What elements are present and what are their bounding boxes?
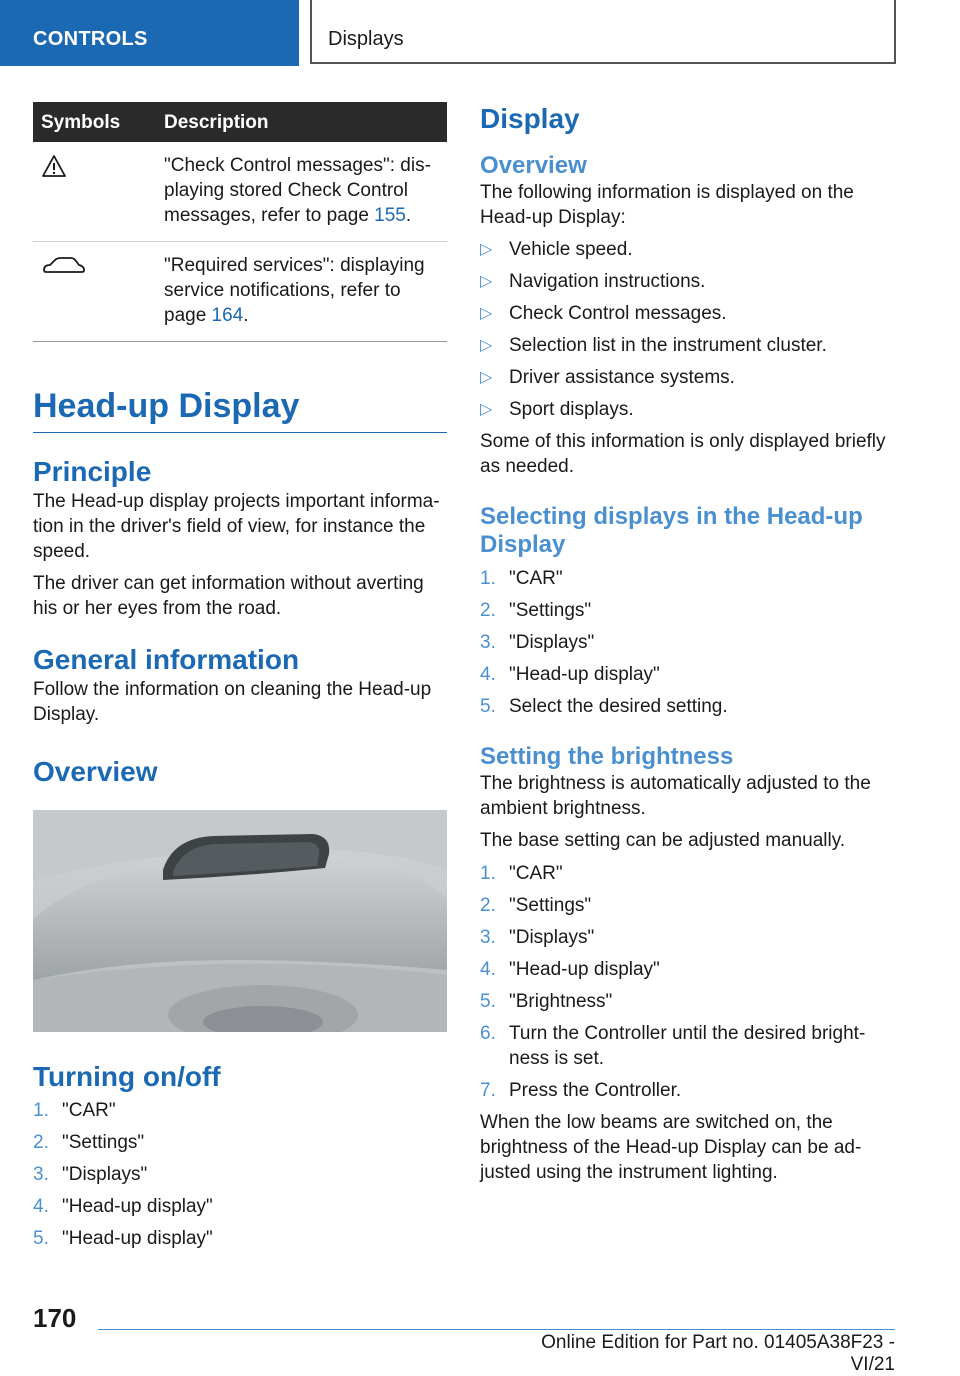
heading-general-information: General information (33, 644, 300, 675)
chapter-tab: Displays (310, 0, 896, 64)
list-item: 2. "Settings" (480, 895, 592, 916)
heading-selecting-displays: Selecting displays in the Head-up Display (480, 503, 863, 558)
warning-triangle-icon (41, 154, 67, 178)
general-paragraph: Follow the information on cleaning the Head-up Display. (33, 679, 432, 725)
symbol-cell (33, 142, 156, 242)
description-cell: "Required services": displaying service notifications, refer to page 164. (156, 242, 447, 342)
principle-paragraph-2: The driver can get information without averting his or her eyes from the road. (33, 573, 424, 619)
right-column (480, 102, 894, 1185)
dashboard-illustration (33, 810, 447, 1032)
heading-display-overview: Overview (480, 152, 587, 179)
symbols-table (33, 102, 447, 342)
heading-overview: Overview (33, 756, 158, 787)
list-item: 5. Select the desired setting. (480, 696, 728, 717)
heading-turning-on-off: Turning on/off (33, 1061, 221, 1092)
edition-note: Online Edition for Part no. 01405A38F23 - VI/21 (541, 1332, 895, 1375)
overview-note: Some of this information is only displayed briefly as needed. (480, 431, 886, 477)
description-cell: "Check Control messages": displaying stored Check Control messages, refer to page 155. (156, 142, 447, 242)
display-items-list (480, 237, 894, 422)
list-item: ▷ Sport displays. (480, 399, 634, 420)
description-column-header: Description (156, 102, 447, 142)
list-item: 3. "Displays" (33, 1164, 148, 1185)
heading-head-up-display: Head-up Display (33, 386, 447, 433)
list-item: ▷ Vehicle speed. (480, 239, 633, 260)
list-item: ▷ Navigation instructions. (480, 271, 706, 292)
list-item: 4. "Head-up display" (33, 1196, 213, 1217)
list-item: 1. "CAR" (480, 568, 563, 589)
brightness-paragraph: The brightness is automatically adjusted to the ambient brightness. (480, 773, 871, 819)
list-item: 5. "Brightness" (480, 991, 613, 1012)
list-item: 1. "CAR" (33, 1100, 116, 1121)
list-item: 6. Turn the Controller until the desired brightness is set. (480, 1023, 866, 1069)
symbols-column-header: Symbols (33, 102, 156, 142)
list-item: 4. "Head-up display" (480, 664, 660, 685)
footer-rule (98, 1329, 895, 1330)
list-item: 7. Press the Controller. (480, 1080, 682, 1101)
page-number: 170 (33, 1303, 77, 1333)
principle-paragraph: The Head-up display projects important information in the driver's field of view, for instance the speed. (33, 491, 440, 562)
page-link[interactable]: 155 (374, 205, 406, 226)
overview-intro: The following information is displayed on the Head-up Display: (480, 182, 854, 228)
table-header-row (33, 102, 447, 142)
table-row (33, 242, 447, 342)
page-link[interactable]: 164 (211, 305, 244, 326)
list-item: 2. "Settings" (480, 600, 592, 621)
list-item: ▷ Check Control messages. (480, 303, 727, 324)
heading-principle: Principle (33, 456, 152, 487)
page-header (0, 0, 960, 66)
list-item: 1. "CAR" (480, 863, 563, 884)
brightness-paragraph-2: The base setting can be adjusted manually. (480, 830, 846, 851)
list-item: 5. "Head-up display" (33, 1228, 213, 1249)
list-item: 3. "Displays" (480, 632, 595, 653)
list-item: 2. "Settings" (33, 1132, 145, 1153)
heading-setting-brightness: Setting the brightness (480, 743, 734, 770)
brightness-note: When the low beams are switched on, the brightness of the Head-up Display can be adjusted using the instrument lighting. (480, 1112, 862, 1183)
section-tab: CONTROLS (0, 0, 299, 66)
left-column (33, 102, 447, 1251)
turning-steps-list (33, 1098, 447, 1251)
list-item: ▷ Driver assistance systems. (480, 367, 735, 388)
table-row (33, 142, 447, 242)
list-item: ▷ Selection list in the instrument cluster. (480, 335, 827, 356)
symbol-cell (33, 242, 156, 342)
list-item: 3. "Displays" (480, 927, 595, 948)
head-up-display-photo (33, 810, 447, 1032)
brightness-steps-list (480, 861, 894, 1103)
list-item: 4. "Head-up display" (480, 959, 660, 980)
car-service-icon (41, 255, 87, 277)
heading-display: Display (480, 103, 580, 134)
selecting-steps-list (480, 566, 894, 719)
